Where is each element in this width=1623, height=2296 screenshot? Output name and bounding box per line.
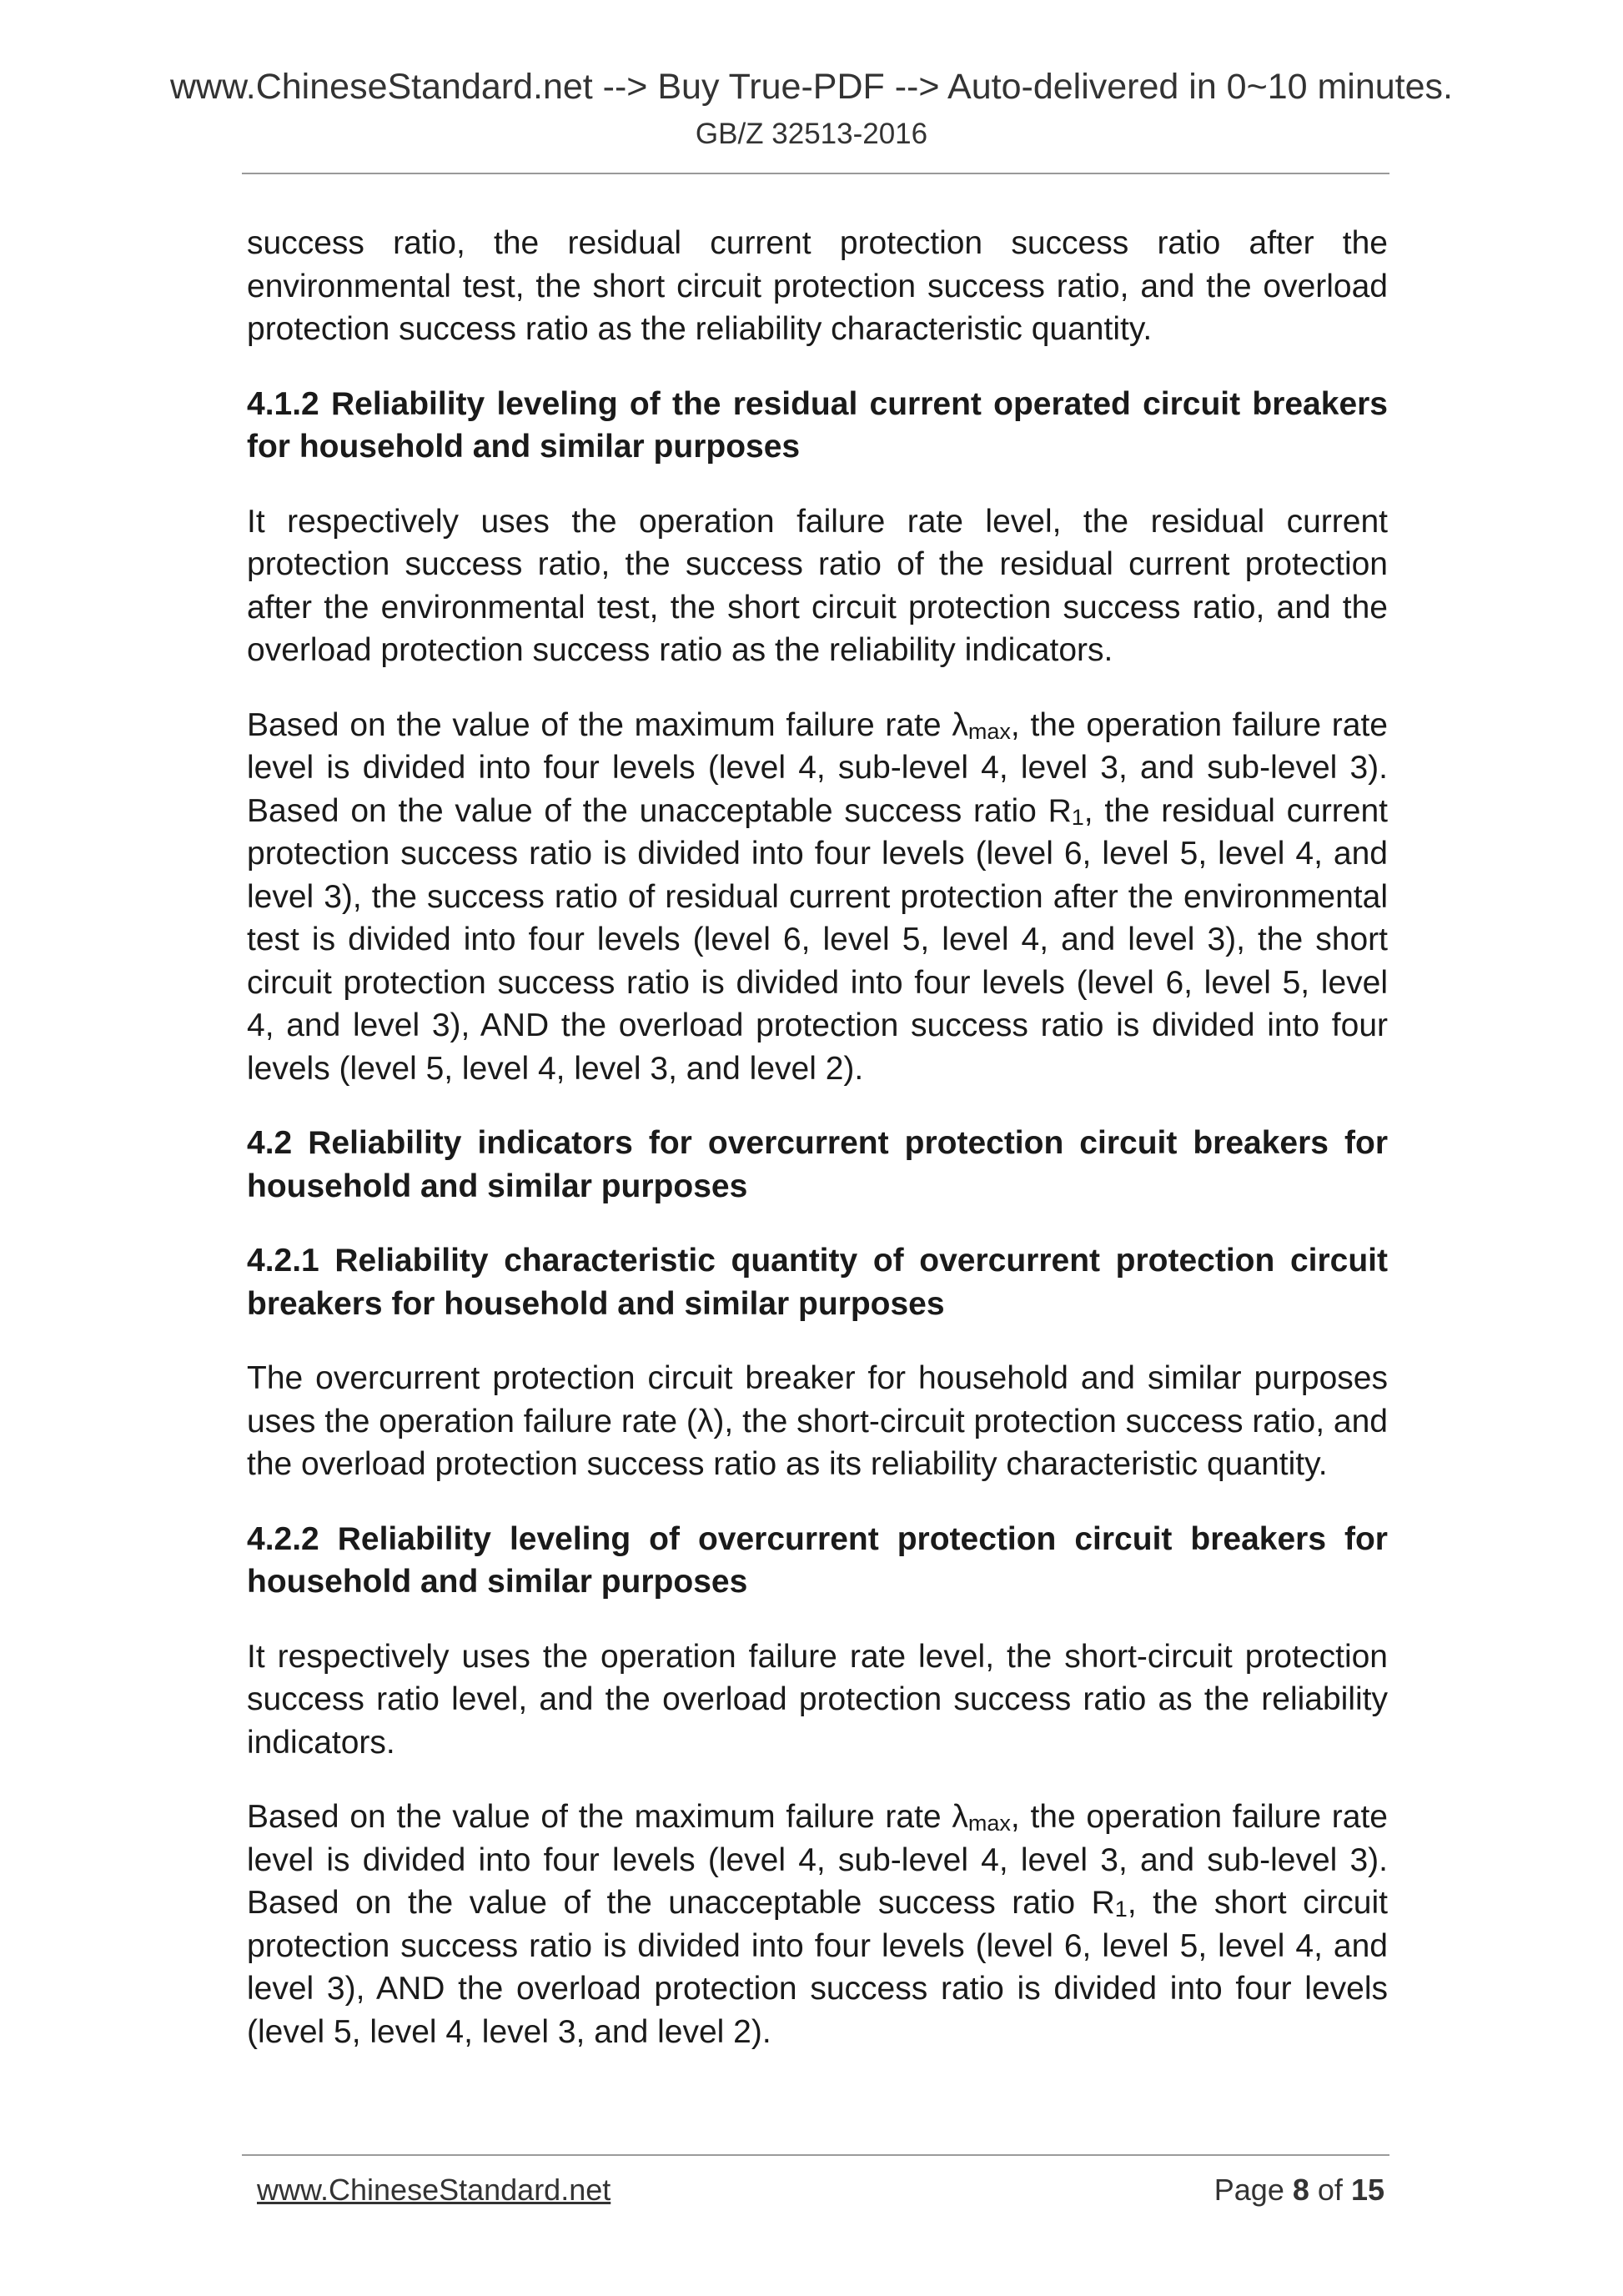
subscript-max: max	[967, 1811, 1011, 1836]
header-divider	[242, 173, 1389, 174]
page-current: 8	[1292, 2173, 1309, 2207]
of-word: of	[1317, 2173, 1343, 2207]
paragraph-rcbo-levels	[247, 704, 1388, 1091]
standard-code: GB/Z 32513-2016	[695, 118, 928, 150]
subscript-1: 1	[1071, 804, 1084, 830]
text-run: , the short circuit protection success ratio is divided into four levels (level 6, level 5, level 4, and level 3), AND the overload protection success ratio is divided into four levels (level 5, level 4, level 3, and level 2).	[247, 1885, 1388, 2050]
section-heading-4-2-2: 4.2.2 Reliability leveling of overcurrent protection circuit breakers for household and similar purposes	[247, 1520, 1388, 1600]
section-heading-4-2: 4.2 Reliability indicators for overcurrent protection circuit breakers for household and similar purposes	[247, 1125, 1388, 1204]
footer-site-link[interactable]: www.ChineseStandard.net	[257, 2173, 611, 2207]
text-run: Based on the value of the maximum failure rate λ	[247, 1799, 968, 1835]
text-run: , the operation failure rate level is divided into four levels (level 4, sub-level 4, level 3, and sub-level 3). Based on the value of the unacceptable success ratio R	[247, 1799, 1388, 1921]
section-heading-4-2-1: 4.2.1 Reliability characteristic quantity of overcurrent protection circuit breakers for household and similar purposes	[247, 1243, 1388, 1322]
paragraph-continuation: success ratio, the residual current protection success ratio after the environmental test, the short circuit protection success ratio, and the overload protection success ratio as the reliability characteristic quantity.	[247, 225, 1388, 347]
subscript-1: 1	[1114, 1897, 1128, 1922]
text-run: Based on the value of the maximum failure rate λ	[247, 706, 968, 743]
paragraph-overcurrent-levels	[247, 1796, 1388, 2053]
text-run: , the residual current protection success ratio is divided into four levels (level 6, level 5, level 4, and level 3), the success ratio of residual current protection after the environmental test is divided into four levels (level 6, level 5, level 4, and level 3), the short circuit protection success ratio is divided into four levels (level 6, level 5, level 4, and level 3), AND the overload protection success ratio is divided into four levels (level 5, level 4, level 3, and level 2).	[247, 792, 1389, 1087]
paragraph-overcurrent-indicators: It respectively uses the operation failure rate level, the short-circuit protection success ratio level, and the overload protection success ratio as the reliability indicators.	[247, 1638, 1388, 1761]
paragraph-overcurrent-characteristic: The overcurrent protection circuit breaker for household and similar purposes uses the operation failure rate (λ), the short-circuit protection success ratio, and the overload protection success ratio as its reliability characteristic quantity.	[247, 1360, 1388, 1482]
header-banner: www.ChineseStandard.net --> Buy True-PDF --> Auto-delivered in 0~10 minutes.	[169, 67, 1453, 107]
paragraph-rcbo-indicators: It respectively uses the operation failure rate level, the residual current protection success ratio, the success ratio of the residual current protection after the environmental test, the short circuit protection success ratio, and the overload protection success ratio as the reliability indicators.	[247, 503, 1388, 668]
section-heading-4-1-2: 4.1.2 Reliability leveling of the residual current operated circuit breakers for household and similar purposes	[247, 385, 1388, 465]
page-number	[1214, 2172, 1384, 2208]
footer-divider	[242, 2154, 1389, 2156]
page-total: 15	[1350, 2173, 1384, 2207]
document-body	[247, 222, 1388, 2085]
text-run: , the operation failure rate level is divided into four levels (level 4, sub-level 4, level 3, and sub-level 3). Based on the value of the unacceptable success ratio R	[247, 706, 1388, 829]
page-word: Page	[1213, 2173, 1284, 2207]
subscript-max: max	[967, 718, 1011, 744]
